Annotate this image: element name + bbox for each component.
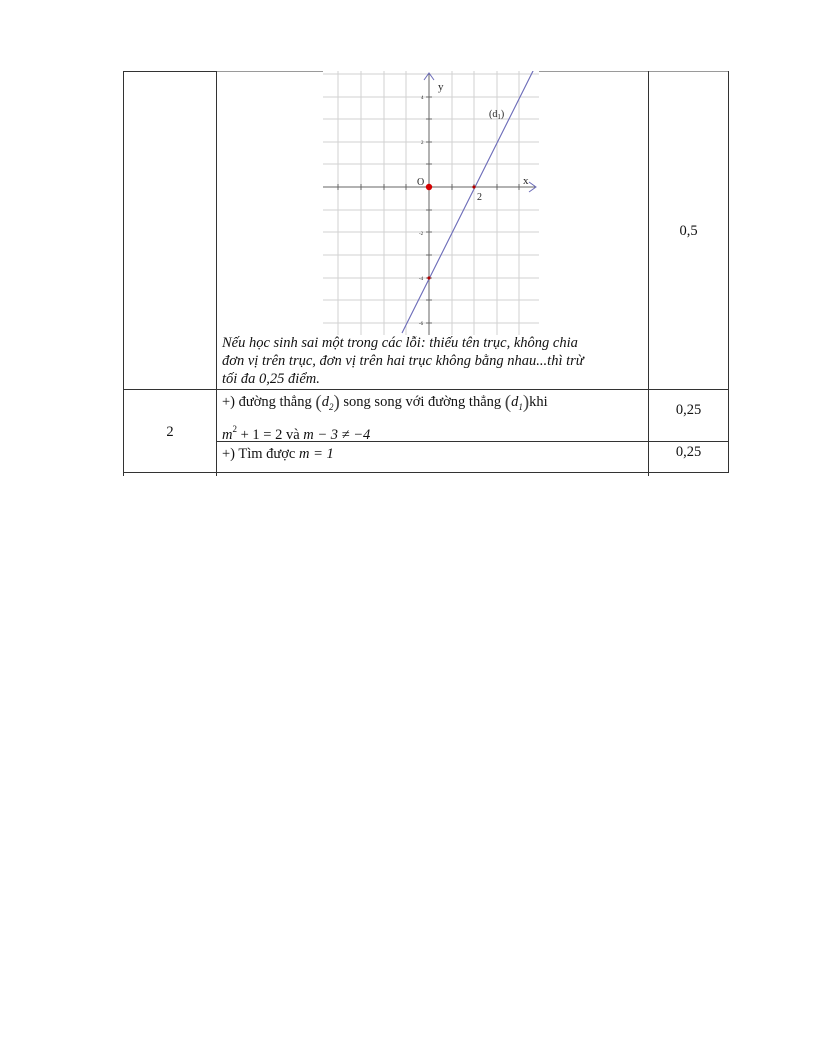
- table-right-border: [728, 71, 729, 473]
- table-row-divider: [123, 389, 729, 390]
- row2-condition-line-2: [222, 420, 370, 444]
- x-axis-label: x: [523, 175, 529, 187]
- x-tick-label-2: 2: [477, 192, 482, 203]
- y-intercept-point: [427, 276, 430, 279]
- line-d1: [402, 71, 535, 333]
- line-graph-d1: [323, 71, 539, 335]
- equation-exponent: 2: [232, 424, 237, 434]
- equation-rest: + 1 = 2: [236, 427, 283, 443]
- row2-sub2-score: 0,25: [675, 444, 702, 460]
- table-bottom-border: [123, 472, 729, 473]
- y-tick-label-neg2: -2: [419, 232, 424, 237]
- equation-m: m: [222, 427, 233, 443]
- condition-suffix: khi: [529, 394, 548, 410]
- y-tick-label-4: 4: [421, 96, 424, 101]
- y-tick-label-2: 2: [421, 141, 424, 146]
- result-prefix: +) Tìm được: [222, 446, 296, 462]
- grading-note-line-1: Nếu học sinh sai một trong các lỗi: thiếu tên trục, không chia: [222, 335, 578, 351]
- result-value: m = 1: [299, 446, 334, 462]
- equation-and: và: [285, 427, 300, 443]
- table-col-divider-1: [216, 71, 217, 476]
- grid-lines: [323, 71, 539, 335]
- inequation: m − 3 ≠ −4: [303, 427, 371, 443]
- row2-sub1-score: 0,25: [675, 402, 702, 418]
- line-d2-name: d: [321, 394, 329, 410]
- y-tick-label-neg6: -6: [419, 322, 424, 327]
- origin-point: [426, 184, 432, 190]
- line-label-d1: $(d_1)$: [489, 109, 505, 121]
- y-tick-label-neg4: -4: [419, 277, 424, 282]
- row2-index: 2: [166, 424, 174, 440]
- line-d1-name: d: [511, 394, 519, 410]
- table-top-border-mid-right: [539, 71, 728, 72]
- row2-result-line: [222, 445, 334, 463]
- row1-score: 0,5: [679, 223, 698, 239]
- grading-note-line-2: đơn vị trên trục, đơn vị trên hai trục không bằng nhau...thì trừ: [222, 353, 584, 369]
- line-d1-subscript: 1: [518, 402, 523, 412]
- x-intercept-point: [472, 185, 475, 188]
- row2-condition-line-1: +) đường thẳng $(d_2)$ song song với đường thẳng $(d_1)khi$: [222, 392, 548, 413]
- grading-note-line-3: tối đa 0,25 điểm.: [222, 371, 320, 387]
- table-top-border-left: [123, 71, 217, 72]
- origin-label: O: [417, 177, 425, 188]
- line-d2-subscript: 2: [328, 402, 334, 412]
- table-left-border: [123, 71, 124, 476]
- table-top-border-mid-left: [217, 71, 323, 72]
- condition-prefix: +) đường thẳng: [222, 394, 312, 410]
- y-axis-label: y: [438, 81, 444, 93]
- condition-middle: song song với đường thẳng: [343, 394, 502, 410]
